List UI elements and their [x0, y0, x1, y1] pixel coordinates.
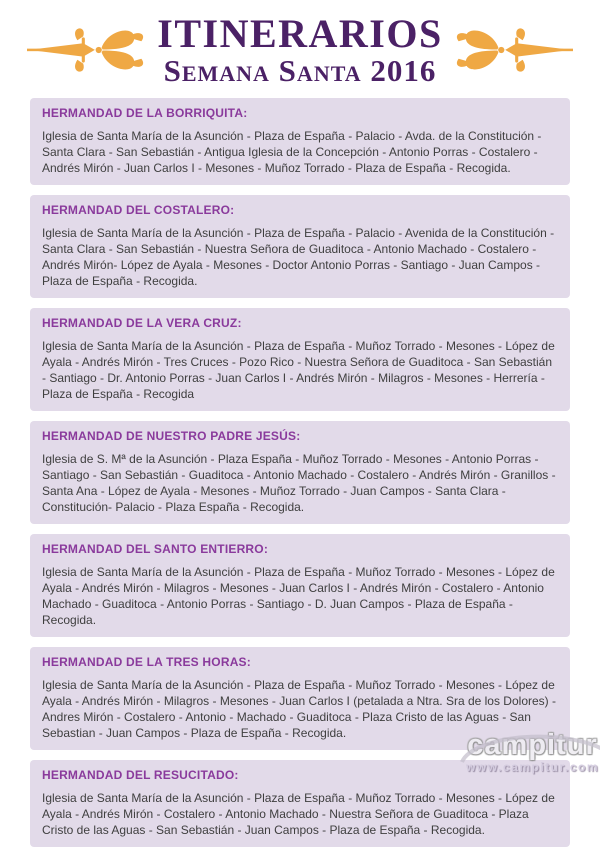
- fleur-ornament-left-icon: [27, 18, 153, 82]
- page-title: ITINERARIOS: [157, 10, 443, 56]
- section-nuestro-padre-jesus: [30, 421, 570, 524]
- section-route: Iglesia de Santa María de la Asunción - Plaza de España - Muñoz Torrado - Mesones - López de Ayala - Andrés Mirón - Milagros - Mesones - Juan Carlos I (petalada a Ntra. Sra de los Dolores) - Andres Mirón - Costalero - Antonio - Machado - Guaditoca - Plaza Cristo de las Aguas - San Sebastian - Juan Campos - Plaza de España - Recogida.: [42, 678, 556, 740]
- section-vera-cruz: [30, 308, 570, 411]
- title-block: [155, 10, 444, 89]
- section-route: Iglesia de Santa María de la Asunción - Plaza de España - Muñoz Torrado - Mesones - López de Ayala - Andrés Mirón - Tres Cruces - Pozo Rico - Nuestra Señora de Guaditoca - San Sebastián - Santiago - Dr. Antonio Porras - Juan Carlos I - Andrés Mirón - Milagros - Mesones - Herrería - Plaza de España - Recogida: [42, 339, 555, 401]
- section-title: HERMANDAD DE LA TRES HORAS:: [42, 655, 251, 669]
- section-title: HERMANDAD DEL SANTO ENTIERRO:: [42, 542, 269, 556]
- fleur-ornament-right-icon: [447, 18, 573, 82]
- section-route: Iglesia de Santa María de la Asunción - Plaza de España - Palacio - Avenida de la Constitución - Santa Clara - San Sebastián - Nuestra Señora de Guaditoca - Antonio Machado - Costalero - Andrés Mirón- López de Ayala - Mesones - Doctor Antonio Porras - Santiago - Juan Campos - Plaza de España - Recogida.: [42, 226, 555, 288]
- section-title: HERMANDAD DE LA VERA CRUZ:: [42, 316, 242, 330]
- section-title: HERMANDAD DE LA BORRIQUITA:: [42, 106, 248, 120]
- section-route: Iglesia de S. Mª de la Asunción - Plaza España - Muñoz Torrado - Mesones - Antonio Porras - Santiago - San Sebastián - Guaditoca - Antonio Machado - Costalero - Andrés Mirón - Granillos - Santa Ana - López de Ayala - Mesones - Muñoz Torrado - Juan Campos - Santa Clara - Constitución- Palacio - Plaza España - Recogida.: [42, 452, 556, 514]
- section-title: HERMANDAD DEL COSTALERO:: [42, 203, 235, 217]
- section-title: HERMANDAD DE NUESTRO PADRE JESÚS:: [42, 429, 301, 443]
- section-route: Iglesia de Santa María de la Asunción - Plaza de España - Muñoz Torrado - Mesones - López de Ayala - Andrés Mirón - Milagros - Mesones - Juan Carlos I - Andrés Mirón - Costalero - Antonio Machado - Guaditoca - Antonio Porras - Santiago - D. Juan Campos - Plaza de España - Recogida.: [42, 565, 555, 627]
- watermark: [466, 731, 599, 774]
- section-title: HERMANDAD DEL RESUCITADO:: [42, 768, 239, 782]
- section-route: Iglesia de Santa María de la Asunción - Plaza de España - Muñoz Torrado - Mesones - López de Ayala - Andrés Mirón - Costalero - Antonio Machado - Nuestra Señora de Guaditoca - Plaza Cristo de las Aguas - San Sebastián - Juan Campos - Plaza de España - Recogida.: [42, 791, 555, 837]
- watermark-url: www.campitur.com: [466, 760, 599, 774]
- section-costalero: [30, 195, 570, 298]
- section-borriquita: [30, 98, 570, 185]
- poster-header: [0, 0, 600, 92]
- section-santo-entierro: [30, 534, 570, 637]
- watermark-brand: campitur: [467, 729, 598, 761]
- section-route: Iglesia de Santa María de la Asunción - Plaza de España - Palacio - Avda. de la Constitución - Santa Clara - San Sebastián - Antigua Iglesia de la Concepción - Antonio Porras - Costalero - Andrés Mirón - Juan Carlos I - Mesones - Muñoz Torrado - Plaza de España - Recogida.: [42, 129, 542, 175]
- page-subtitle: Semana Santa 2016: [163, 53, 437, 89]
